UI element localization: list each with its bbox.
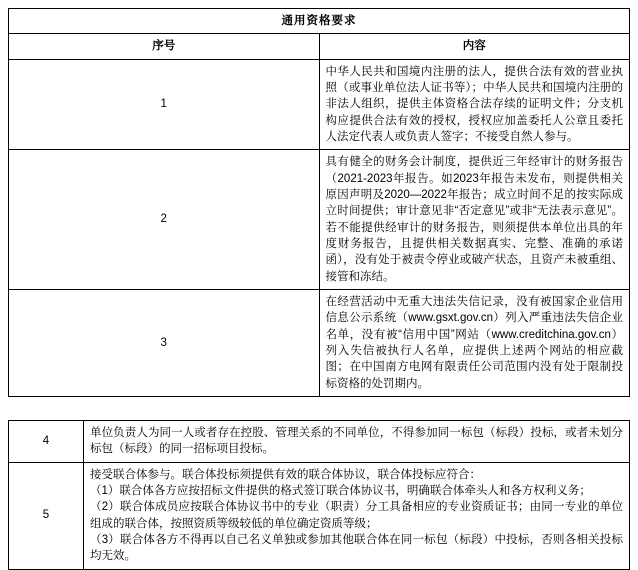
column-header-content: 内容 [319, 34, 630, 59]
row-number: 4 [9, 420, 84, 462]
row-paragraph: 具有健全的财务会计制度，提供近三年经审计的财务报告（2021-2023年报告。如2023年报告未发布，则提供相关原因声明及2020—2022年报告；成立时间不足的按实际成立时间提供；审计意见非“否定意见”或非“无法表示意见”。若不能提供经审计的财务报告，则须提供本单位出具的年度财务报告，且提供相关数据真实、完整、准确的承诺函），没有处于被责令停业或破产状态，且资产未被重组、接管和冻结。 [325, 156, 623, 283]
row-number: 3 [9, 289, 320, 396]
row-paragraph: 中华人民共和国境内注册的法人，提供合法有效的营业执照（或事业单位法人证书等）；中华人民共和国境内注册的非法人组织，提供主体资格合法存续的证明文件；分支机构应提供合法有效的授权，授权应加盖委托人公章且委托人法定代表人或负责人签字；不接受自然人参与。 [325, 65, 623, 143]
row-content [319, 150, 630, 290]
table-row [9, 150, 630, 290]
row-content [84, 420, 630, 462]
row-paragraph: 接受联合体参与。联合体投标须提供有效的联合体协议，联合体投标应符合： [90, 468, 481, 481]
table-title-row [9, 9, 630, 34]
table-row [9, 289, 630, 396]
row-content [319, 59, 630, 150]
table-row [9, 420, 630, 462]
row-paragraph: （1）联合体各方应按招标文件提供的格式签订联合体协议书，明确联合体牵头人和各方权利义务； [90, 484, 591, 497]
row-number: 1 [9, 59, 320, 150]
row-paragraph: （3）联合体各方不得再以自己名义单独或参加其他联合体在同一标包（标段）中投标，否则各相关投标均无效。 [90, 533, 623, 563]
row-number: 5 [9, 462, 84, 569]
qualification-table-part2 [8, 420, 630, 570]
row-content [84, 462, 630, 569]
page-break-gap [8, 397, 630, 409]
qualification-table-part1 [8, 8, 630, 397]
row-number: 2 [9, 150, 320, 290]
table-row [9, 59, 630, 150]
table-title: 通用资格要求 [9, 9, 630, 34]
row-paragraph: （2）联合体成员应按联合体协议书中的专业（职责）分工具备相应的专业资质证书；由同一专业的单位组成的联合体，按照资质等级较低的单位确定资质等级； [90, 501, 623, 530]
row-content [319, 289, 630, 396]
row-paragraph: 单位负责人为同一人或者存在控股、管理关系的不同单位，不得参加同一标包（标段）投标，或者未划分标包（标段）的同一招标项目投标。 [90, 426, 623, 456]
column-header-number: 序号 [9, 34, 320, 59]
table-row [9, 462, 630, 569]
table-header-row [9, 34, 630, 59]
row-paragraph: 在经营活动中无重大违法失信记录，没有被国家企业信用信息公示系统（www.gsxt.gov.cn）列入严重违法失信企业名单，没有被“信用中国”网站（www.creditchina.gov.cn）列入失信被执行人名单，应提供上述两个网站的相应截图；在中国南方电网有限责任公司范围内没有处于限制投标资格的处罚期内。 [325, 295, 623, 390]
